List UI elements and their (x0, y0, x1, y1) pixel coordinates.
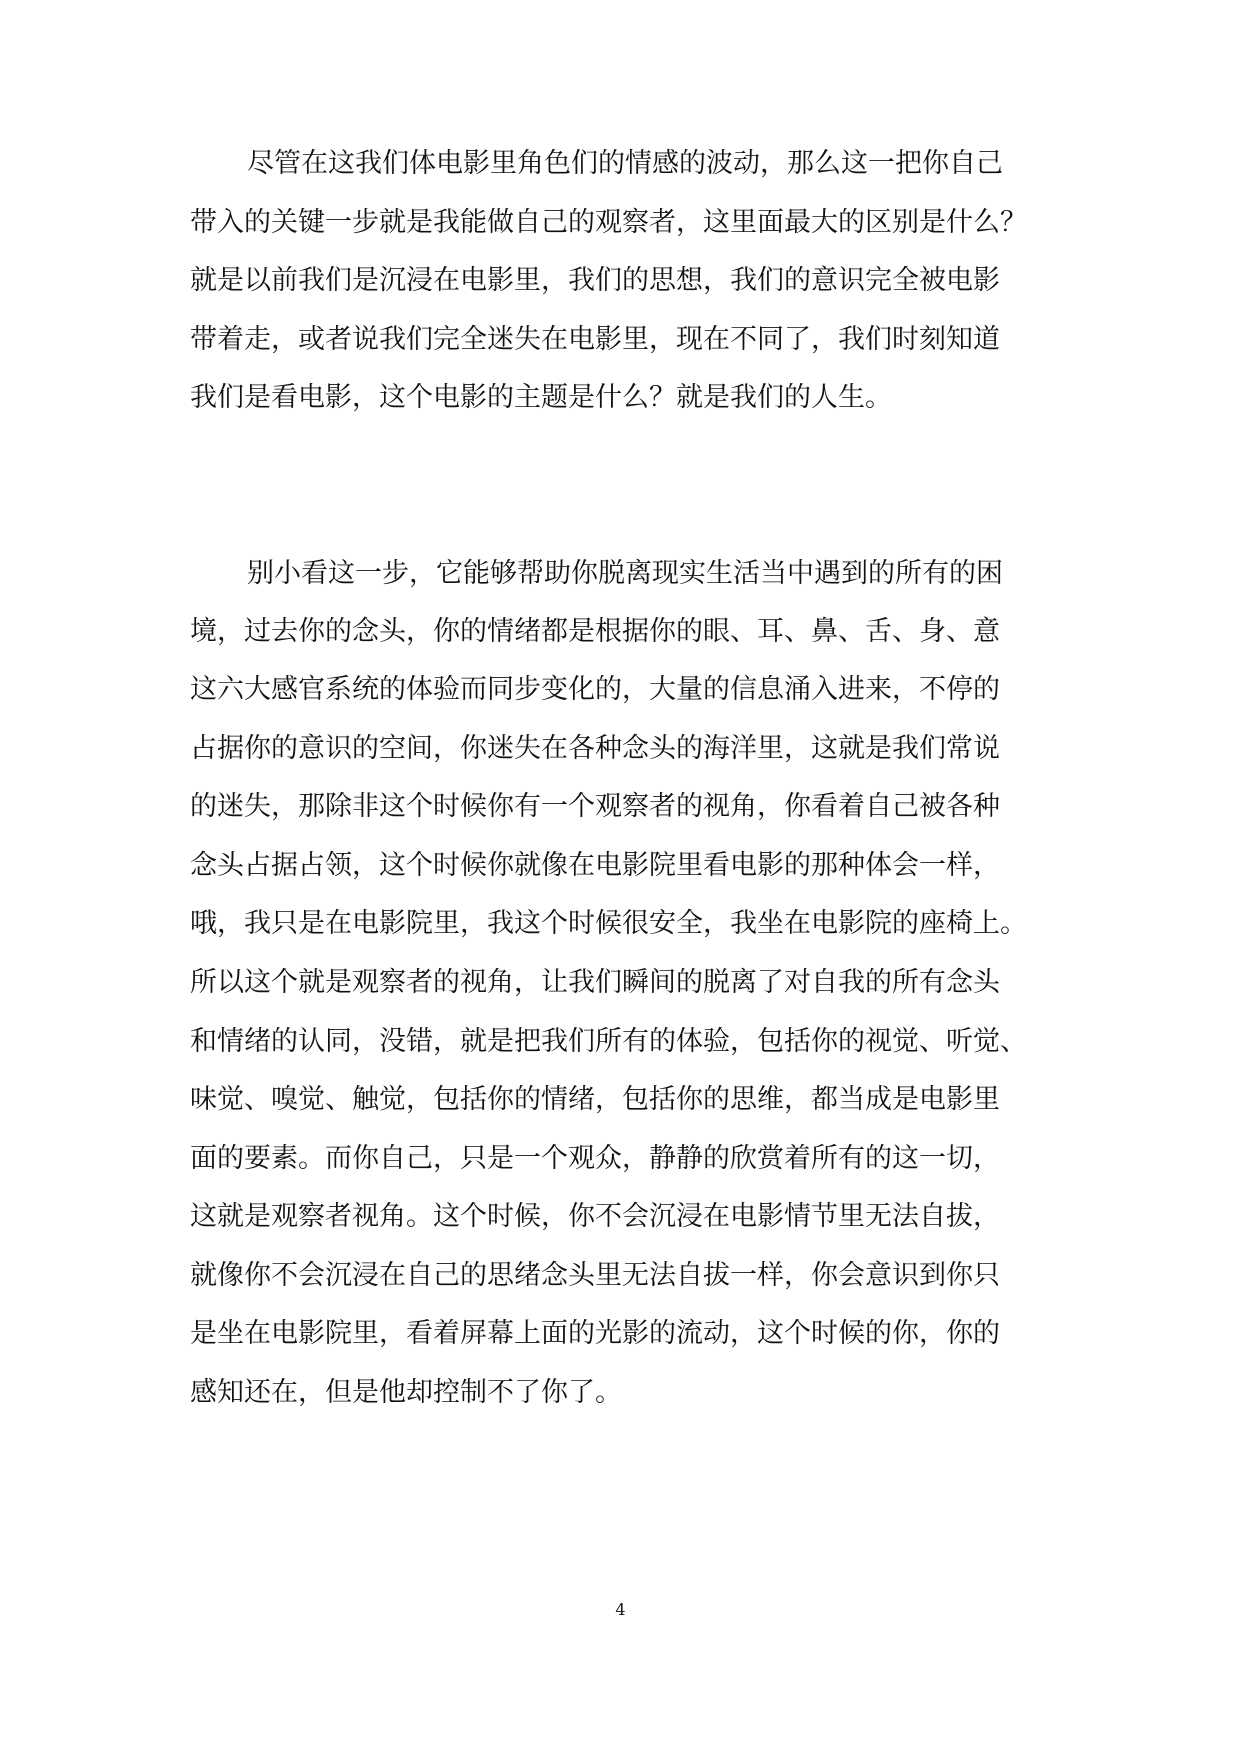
text-line: 是坐在电影院里，看着屏幕上面的光影的流动，这个时候的你，你的 (190, 1318, 1000, 1349)
text-line: 的迷失，那除非这个时候你有一个观察者的视角，你看着自己被各种 (190, 791, 1000, 822)
text-line: 我们是看电影，这个电影的主题是什么？就是我们的人生。 (190, 382, 892, 413)
text-line: 面的要素。而你自己，只是一个观众，静静的欣赏着所有的这一切， (190, 1143, 1000, 1174)
text-line: 所以这个就是观察者的视角，让我们瞬间的脱离了对自我的所有念头 (190, 967, 1000, 998)
text-line: 这六大感官系统的体验而同步变化的，大量的信息涌入进来，不停的 (190, 674, 1000, 705)
text-line: 和情绪的认同，没错，就是把我们所有的体验，包括你的视觉、听觉、 (190, 1026, 1027, 1057)
text-line: 境，过去你的念头，你的情绪都是根据你的眼、耳、鼻、舌、身、意 (190, 616, 1000, 647)
text-line: 哦，我只是在电影院里，我这个时候很安全，我坐在电影院的座椅上。 (190, 908, 1027, 939)
text-line: 这就是观察者视角。这个时候，你不会沉浸在电影情节里无法自拔， (190, 1201, 1000, 1232)
text-line: 味觉、嗅觉、触觉，包括你的情绪，包括你的思维，都当成是电影里 (190, 1084, 1000, 1115)
text-line: 念头占据占领，这个时候你就像在电影院里看电影的那种体会一样， (190, 850, 1000, 881)
page-number: 4 (615, 1600, 626, 1619)
text-line: 尽管在这我们体电影里角色们的情感的波动，那么这一把你自己 (247, 148, 1003, 179)
text-line: 感知还在，但是他却控制不了你了。 (190, 1377, 622, 1408)
text-line: 占据你的意识的空间，你迷失在各种念头的海洋里，这就是我们常说 (190, 733, 1000, 764)
text-line: 带入的关键一步就是我能做自己的观察者，这里面最大的区别是什么？ (190, 207, 1027, 238)
text-line: 带着走，或者说我们完全迷失在电影里，现在不同了，我们时刻知道 (190, 324, 1000, 355)
text-line: 别小看这一步，它能够帮助你脱离现实生活当中遇到的所有的困 (247, 558, 1003, 589)
text-line: 就是以前我们是沉浸在电影里，我们的思想，我们的意识完全被电影 (190, 265, 1000, 296)
text-line: 就像你不会沉浸在自己的思绪念头里无法自拔一样，你会意识到你只 (190, 1260, 1000, 1291)
